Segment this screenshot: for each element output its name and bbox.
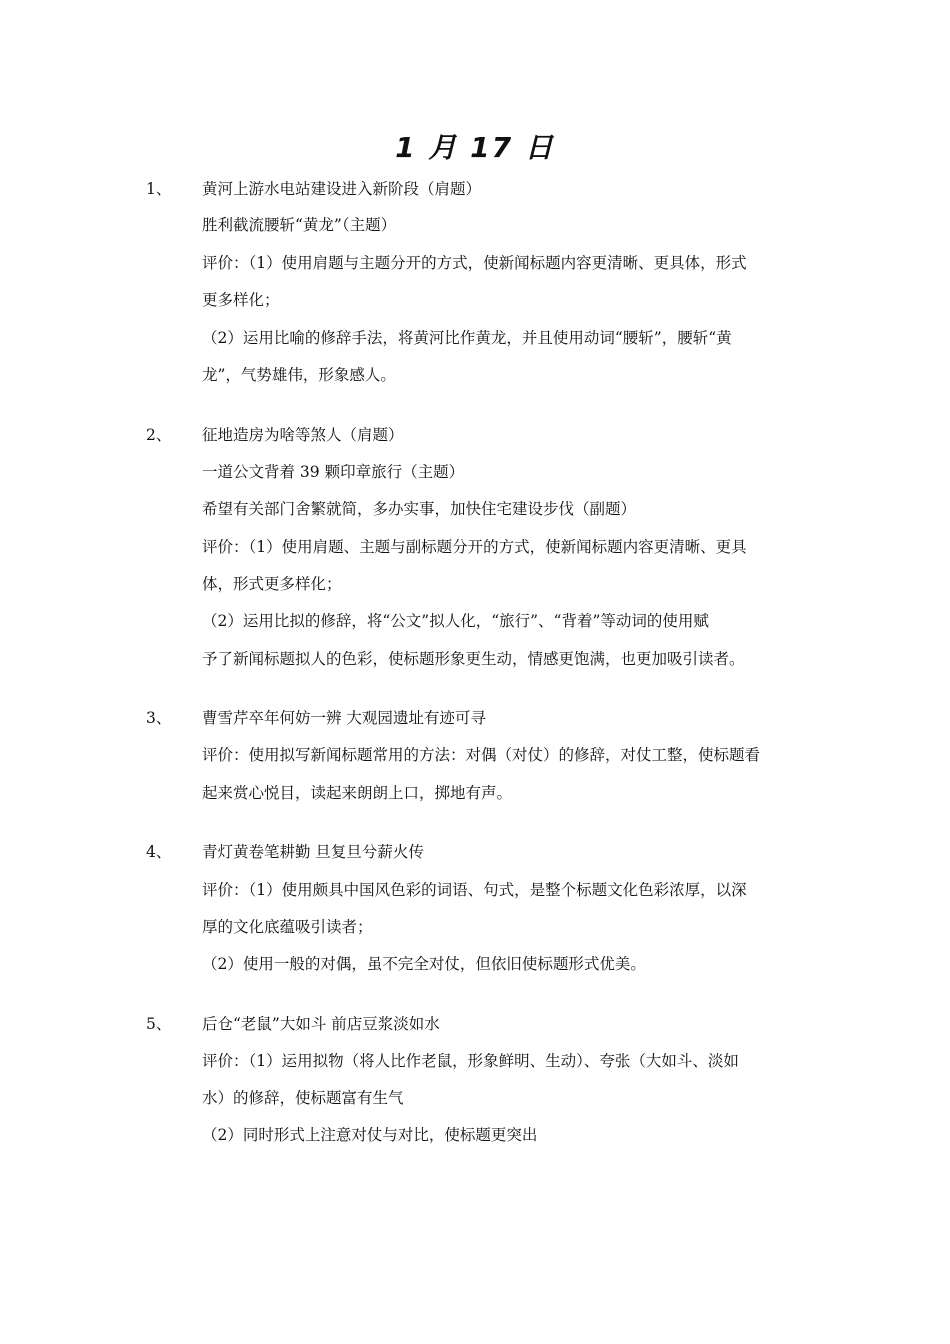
item-2-line-7: 予了新闻标题拟人的色彩，使标题形象更生动，情感更饱满，也更加吸引读者。 bbox=[202, 650, 745, 668]
item-2-line-6: （2）运用比拟的修辞，将“公文”拟人化，“旅行”、“背着”等动词的使用赋 bbox=[202, 612, 709, 630]
item-4-line-4: （2）使用一般的对偶，虽不完全对仗，但依旧使标题形式优美。 bbox=[202, 955, 646, 973]
item-3-line-1: 曹雪芹卒年何妨一辨 大观园遗址有迹可寻 bbox=[202, 709, 486, 727]
item-5-number: 5、 bbox=[146, 1015, 172, 1033]
item-4-number: 4、 bbox=[146, 843, 172, 861]
item-2-line-3: 希望有关部门舍繁就简，多办实事，加快住宅建设步伐（副题） bbox=[202, 500, 637, 518]
item-4-line-1: 青灯黄卷笔耕勤 旦复旦兮薪火传 bbox=[202, 843, 424, 861]
item-2-line-1: 征地造房为啥等煞人（肩题） bbox=[202, 426, 404, 444]
item-1-line-1: 黄河上游水电站建设进入新阶段（肩题） bbox=[202, 180, 482, 198]
item-4-line-3: 厚的文化底蕴吸引读者； bbox=[202, 918, 373, 936]
item-1-line-6: 龙”，气势雄伟，形象感人。 bbox=[202, 366, 396, 384]
item-2-line-2: 一道公文背着 39 颗印章旅行（主题） bbox=[202, 463, 465, 481]
item-5-line-3: 水）的修辞，使标题富有生气 bbox=[202, 1089, 404, 1107]
item-5-line-1: 后仓“老鼠”大如斗 前店豆浆淡如水 bbox=[202, 1015, 440, 1033]
item-4-line-2: 评价：（1）使用颇具中国风色彩的词语、句式，是整个标题文化色彩浓厚，以深 bbox=[202, 881, 747, 899]
item-5-line-4: （2）同时形式上注意对仗与对比，使标题更突出 bbox=[202, 1126, 538, 1144]
item-2-line-5: 体，形式更多样化； bbox=[202, 575, 342, 593]
item-1-line-5: （2）运用比喻的修辞手法，将黄河比作黄龙，并且使用动词“腰斩”，腰斩“黄 bbox=[202, 329, 732, 347]
item-1-line-4: 更多样化； bbox=[202, 291, 280, 309]
item-1-line-2: 胜利截流腰斩“黄龙”（主题） bbox=[202, 216, 397, 234]
page-title: 1 月 17 日 bbox=[395, 131, 555, 164]
item-3-number: 3、 bbox=[146, 709, 172, 727]
item-3-line-2: 评价：使用拟写新闻标题常用的方法：对偶（对仗）的修辞，对仗工整，使标题看 bbox=[202, 746, 761, 764]
item-2-number: 2、 bbox=[146, 426, 172, 444]
item-1-number: 1、 bbox=[146, 180, 172, 198]
item-3-line-3: 起来赏心悦目，读起来朗朗上口，掷地有声。 bbox=[202, 784, 513, 802]
item-2-line-4: 评价：（1）使用肩题、主题与副标题分开的方式，使新闻标题内容更清晰、更具 bbox=[202, 538, 747, 556]
item-5-line-2: 评价：（1）运用拟物（将人比作老鼠，形象鲜明、生动）、夸张（大如斗、淡如 bbox=[202, 1052, 739, 1070]
item-1-line-3: 评价：（1）使用肩题与主题分开的方式，使新闻标题内容更清晰、更具体，形式 bbox=[202, 254, 747, 272]
